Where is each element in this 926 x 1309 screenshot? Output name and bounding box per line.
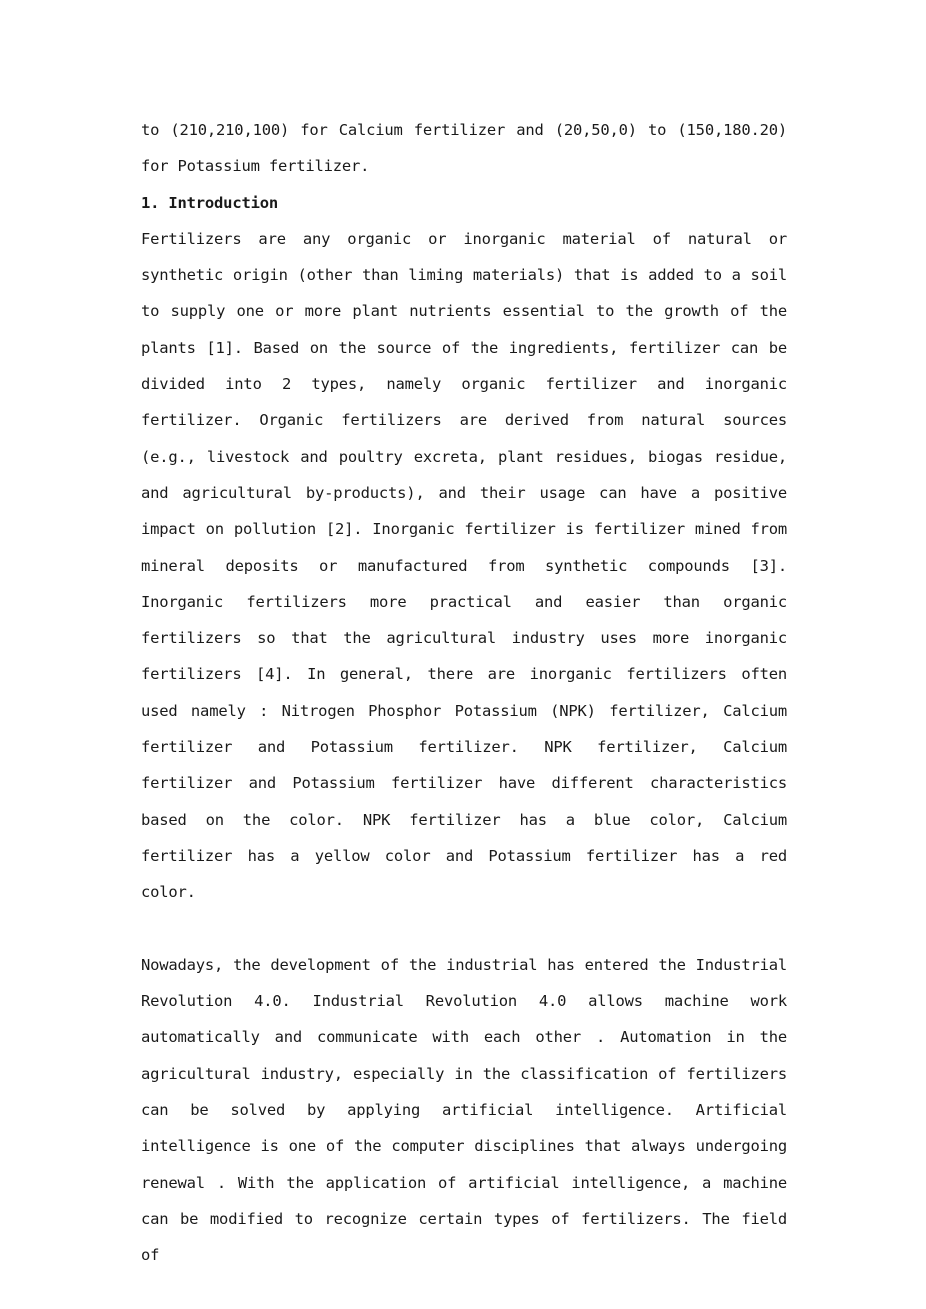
- intro-paragraph-1: Fertilizers are any organic or inorganic material of natural or synthetic origin (other than liming materials) that is added to a soil to supply one or more plant nutrients essential to the growth of the plants [1]. Based on the source of the ingredients, fertilizer can be divided into 2 types, namely organic fertilizer and inorganic fertilizer. Organic fertilizers are derived from natural sources (e.g., livestock and poultry excreta, plant residues, biogas residue, and agricultural by-products), and their usage can have a positive impact on pollution [2]. Inorganic fertilizer is fertilizer mined from mineral deposits or manufactured from synthetic compounds [3]. Inorganic fertilizers more practical and easier than organic fertilizers so that the agricultural industry uses more inorganic fertilizers [4]. In general, there are inorganic fertilizers often used namely : Nitrogen Phosphor Potassium (NPK) fertilizer, Calcium fertilizer and Potassium fertilizer. NPK fertilizer, Calcium fertilizer and Potassium fertilizer have different characteristics based on the color. NPK fertilizer has a blue color, Calcium fertilizer has a yellow color and Potassium fertilizer has a red color.: [141, 229, 787, 902]
- document-page: [141, 112, 787, 1274]
- section-heading: 1. Introduction: [141, 193, 278, 212]
- paragraph-gap: [141, 911, 787, 947]
- continuation-paragraph: to (210,210,100) for Calcium fertilizer and (20,50,0) to (150,180.20) for Potassium fertilizer.: [141, 121, 787, 176]
- intro-paragraph-2: Nowadays, the development of the industrial has entered the Industrial Revolution 4.0. Industrial Revolution 4.0 allows machine work automatically and communicate with each other . Automation in the agricultural industry, especially in the classification of fertilizers can be solved by applying artificial intelligence. Artificial intelligence is one of the computer disciplines that always undergoing renewal . With the application of artificial intelligence, a machine can be modified to recognize certain types of fertilizers. The field of: [141, 955, 787, 1265]
